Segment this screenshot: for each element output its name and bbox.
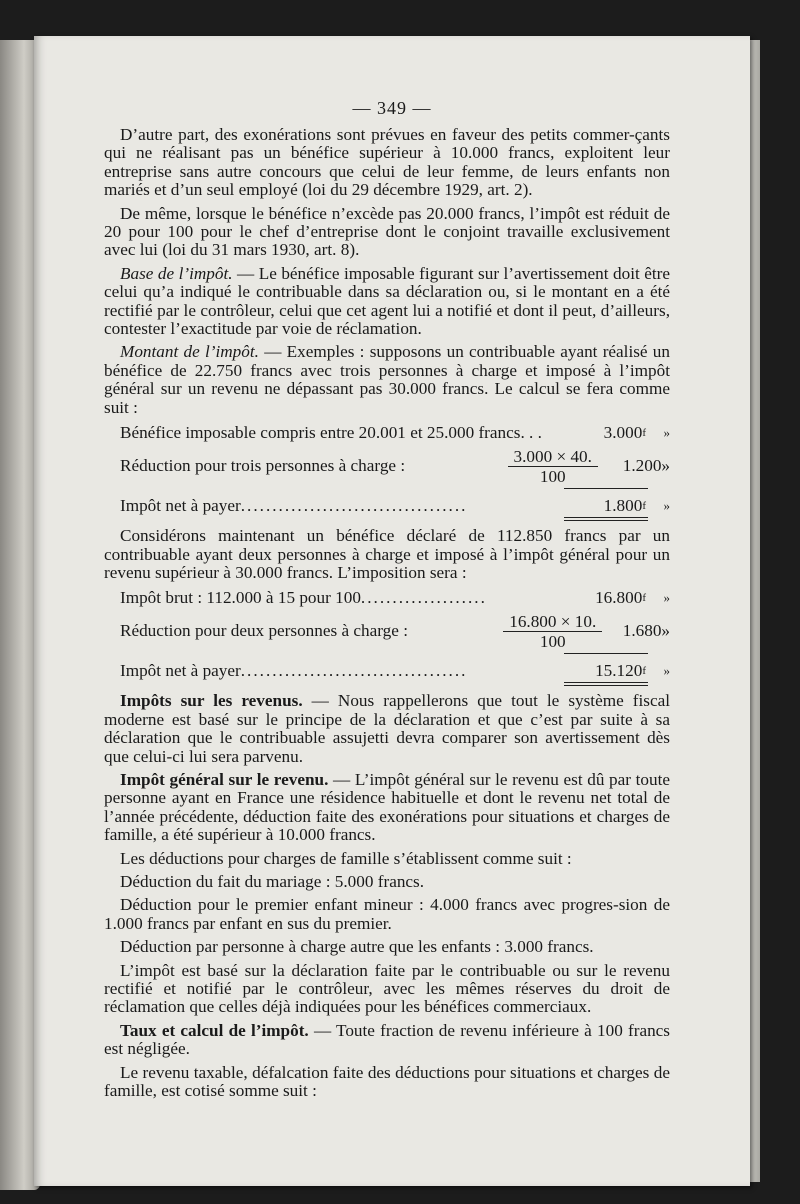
paragraph-heading: Taux et calcul de l’impôt. <box>120 1020 309 1040</box>
paragraph-heading: Impôt général sur le revenu. <box>120 769 329 789</box>
calc-label: Réduction pour deux personnes à charge : <box>120 621 408 641</box>
calc-label: Impôt brut : 112.000 à 15 pour 100.................... <box>120 589 487 608</box>
paragraph-text: — Le bénéfice imposable figurant sur l’avertissement doit être celui qu’a indiqué le contribuable dans sa déclaration ou, si le montant en a été rectifié par le contrôleur, celui que cet agent lui a notifié et dont il peut, d’ailleurs, contester l’exactitude par voie de réclamation. <box>104 263 670 339</box>
paragraph-heading: Base de l’impôt. <box>120 263 233 283</box>
calc-row <box>120 422 670 444</box>
ditto-mark: » <box>663 497 670 513</box>
calc-amount: 3.000$^f$ <box>603 422 646 442</box>
paragraph: Déduction par personne à charge autre que les enfants : 3.000 francs. <box>120 937 594 957</box>
total-double-rule <box>564 682 648 686</box>
fraction <box>505 612 601 651</box>
calc-amount: 16.800$^f$ <box>595 588 646 608</box>
calc-total: 15.120$^f$ <box>595 661 646 681</box>
ditto-mark: » <box>663 663 670 679</box>
fraction-numerator: 3.000 × 40. <box>508 447 598 467</box>
total-double-rule <box>564 517 648 521</box>
paragraph-text: — Nous rappellerons que tout le système fiscal moderne est basé sur le principe de la déclaration et que c’est par suite à sa déclaration que le contribuable assujetti devra comparer son avertissement dès que celui-ci lui sera parvenu. <box>104 691 670 766</box>
calc-amount: 1.200 <box>622 455 662 475</box>
calculation-table-1 <box>120 422 670 521</box>
sum-rule <box>564 488 648 495</box>
paragraph: Le revenu taxable, défalcation faite des déductions pour situations et charges de famille, est cotisé somme suit : <box>104 1062 670 1101</box>
paragraph <box>104 771 670 845</box>
ditto-mark: » <box>661 455 670 475</box>
paragraph <box>104 692 670 766</box>
ditto-mark: » <box>661 621 670 641</box>
calc-label: Bénéfice imposable compris entre 20.001 et 25.000 francs. . . <box>120 423 542 442</box>
fraction-denominator: 100 <box>539 631 566 651</box>
calc-row <box>120 609 670 653</box>
fraction-numerator: 16.800 × 10. <box>503 612 602 632</box>
paragraph <box>104 265 670 339</box>
fraction <box>505 447 601 486</box>
paragraph-text: — Toute fraction de revenu inférieure à 100 francs est négligée. <box>104 1020 670 1059</box>
paragraph: L’impôt est basé sur la déclaration faite par le contribuable ou sur le revenu rectifié et notifié par le contrôleur, avec les mêmes réserves du droit de réclamation que celles déjà indiquées pour les bénéfices commerciaux. <box>104 960 670 1017</box>
paragraph: Considérons maintenant un bénéfice déclaré de 112.850 francs par un contribuable ayant deux personnes à charge et imposé à l’impôt général pour un revenu supérieur à 30.000 francs. L’imposition sera : <box>104 526 670 582</box>
paragraph-heading: Montant de l’impôt. <box>120 342 259 362</box>
sum-rule <box>564 653 648 660</box>
ditto-mark: » <box>663 424 670 440</box>
page-number: — 349 — <box>352 98 432 118</box>
calc-row <box>120 495 670 517</box>
paragraph <box>104 343 670 417</box>
fraction-denominator: 100 <box>539 466 566 486</box>
paragraph <box>104 1022 670 1059</box>
paragraph: Les déductions pour charges de famille s’établissent comme suit : <box>120 848 572 868</box>
paragraph-heading: Impôts sur les revenus. <box>120 691 303 711</box>
paragraph-text: — Exemples : supposons un contribuable ayant réalisé un bénéfice de 22.750 francs avec trois personnes à charge et imposé à l’impôt général sur un revenu ne dépassant pas 30.000 francs. Le calcul se fera comme suit : <box>104 342 670 417</box>
ditto-mark: » <box>663 590 670 606</box>
calc-amount: 1.680 <box>622 621 662 641</box>
calculation-table-2 <box>120 587 670 686</box>
calc-total: 1.800$^f$ <box>603 495 646 515</box>
calc-label: Réduction pour trois personnes à charge : <box>120 455 406 475</box>
calc-row <box>120 444 670 488</box>
paragraph: Déduction du fait du mariage : 5.000 francs. <box>120 871 425 891</box>
page-body <box>104 126 670 1105</box>
paragraph: D’autre part, des exonérations sont prévues en faveur des petits commer-çants qui ne réalisant pas un bénéfice supérieur à 10.000 francs, exploitent leur entreprise sans autre concours que celui de leur femme, de leurs enfants non mariés et d’un seul employé (loi du 29 décembre 1929, art. 2). <box>104 125 670 200</box>
calc-label: Impôt net à payer.................................... <box>120 662 468 681</box>
calc-row <box>120 660 670 682</box>
paragraph-text: — L’impôt général sur le revenu est dû par toute personne ayant en France une résidence habituelle et dont le revenu net total de l’année précédente, déduction faite des exonérations pour situations et charges de famille, a été supérieur à 10.000 francs. <box>104 769 671 845</box>
paragraph: De même, lorsque le bénéfice n’excède pas 20.000 francs, l’impôt est réduit de 20 pour 100 pour le chef d’entreprise dont le conjoint travaille exclusivement avec lui (loi du 31 mars 1930, art. 8). <box>104 203 670 260</box>
calc-label: Impôt net à payer.................................... <box>120 496 468 515</box>
calc-row <box>120 587 670 609</box>
document-page <box>34 36 750 1186</box>
paragraph: Déduction pour le premier enfant mineur : 4.000 francs avec progres-sion de 1.000 francs par enfant en sus du premier. <box>104 895 670 933</box>
